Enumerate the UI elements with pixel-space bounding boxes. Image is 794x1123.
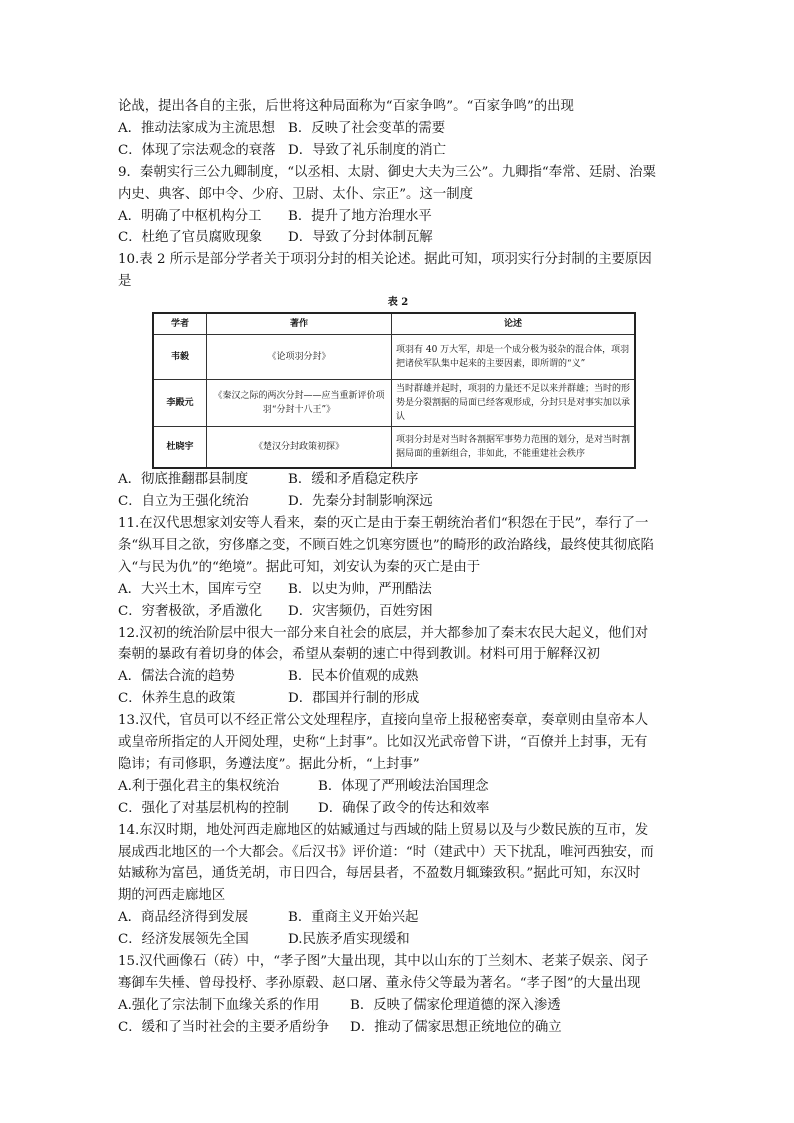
q15-options-row-1	[118, 995, 678, 1017]
q14-stem-line: 姑臧称为富邑，通货羌胡，市日四合，每居县者，不盈数月辄臻致积。”据此可知，东汉时	[118, 866, 641, 882]
q15-option-c: C．缓和了当时社会的主要矛盾纷争	[118, 1019, 330, 1035]
q10-option-a: A．彻底推翻郡县制度	[118, 472, 249, 488]
q15-options-row-2	[118, 1017, 678, 1039]
q10-options-row-1	[118, 469, 678, 491]
q8-option-d: D．导致了礼乐制度的消亡	[288, 142, 447, 158]
q11-stem-line: 11.在汉代思想家刘安等人看来，秦的灭亡是由于秦王朝统治者们“积怨在于民”，奉行了一	[118, 515, 649, 531]
table-title: 表 2	[387, 297, 409, 309]
q12-stem-line: 秦朝的暴政有着切身的体会，希望从秦朝的速亡中得到教训。材料可用于解释汉初	[118, 647, 601, 663]
q11-option-c: C．穷奢极欲，矛盾激化	[118, 603, 263, 619]
cell-argument: 项羽分封是对当时各割据军事势力范围的划分，是对当时割据局面的重新组合，非如此，不能重建社会秩序	[392, 427, 636, 469]
q14-options-row-1	[118, 907, 678, 929]
q15-stem-line: 骞御车失棰、曾母投杼、孝孙原毂、赵口屠、董永侍父等最为著名。“孝子图”的大量出现	[118, 976, 641, 991]
q11-option-d: D．灾害频仍，百姓穷困	[288, 603, 433, 619]
q12-option-d: D．郡国并行制的形成	[288, 691, 420, 707]
q9-options-row-2	[118, 227, 678, 249]
q14-option-c: C．经济发展领先全国	[118, 932, 249, 948]
q12-option-c: C．休养生息的政策	[118, 691, 236, 707]
q12-option-b: B．民本价值观的成熟	[288, 669, 419, 685]
table-header-row	[153, 313, 635, 335]
table-row	[153, 427, 635, 469]
q10-options-row-2	[118, 491, 678, 513]
q13-stem-line: 13.汉代，官员可以不经正常公文处理程序，直接向皇帝上报秘密奏章，奏章则由皇帝本人	[118, 713, 649, 729]
exam-page	[118, 96, 678, 1039]
q9-option-c: C．杜绝了官员腐败现象	[118, 230, 263, 246]
q12-option-a: A．儒法合流的趋势	[118, 669, 235, 685]
q8-options-row-1	[118, 118, 678, 140]
scholars-table	[152, 312, 636, 469]
q10-option-b: B．缓和矛盾稳定秩序	[288, 472, 419, 488]
header-work: 著作	[207, 313, 392, 335]
q10-option-c: C．自立为王强化统治	[118, 494, 249, 510]
q14-stem-line: 展成西北地区的一个大都会。《后汉书》评价道：“时（建武中）天下扰乱，唯河西独安，而	[118, 844, 654, 860]
q11-options-row-1	[118, 579, 678, 601]
q15-stem-line: 15.汉代画像石（砖）中，“孝子图”大量出现，其中以山东的丁兰刻木、老莱子娱亲、闵子	[118, 954, 649, 970]
q8-option-a: A．推动法家成为主流思想	[118, 120, 275, 136]
q12-options-row-1	[118, 666, 678, 688]
q11-option-a: A．大兴土木，国库亏空	[118, 581, 262, 597]
q14-option-b: B．重商主义开始兴起	[288, 910, 419, 926]
cell-work: 《楚汉分封政策初探》	[207, 427, 392, 469]
q13-option-d: D．确保了政令的传达和效率	[318, 800, 490, 816]
q8-stem-line: 论战，提出各自的主张，后世将这种局面称为“百家争鸣”。“百家争鸣”的出现	[118, 99, 574, 114]
q8-option-c: C．体现了宗法观念的衰落	[118, 142, 276, 158]
q10-stem-line: 是	[118, 274, 132, 290]
q12-options-row-2	[118, 688, 678, 710]
q14-option-a: A．商品经济得到发展	[118, 910, 249, 926]
header-argument: 论述	[392, 313, 636, 335]
q9-option-b: B．提升了地方治理水平	[288, 208, 432, 224]
q10-option-d: D．先秦分封制影响深远	[288, 494, 433, 510]
q9-stem-line: 9．秦朝实行三公九卿制度，“以丞相、太尉、御史大夫为三公”。九卿指“奉常、廷尉、治粟	[118, 164, 656, 180]
q14-stem-line: 期的河西走廊地区	[118, 888, 226, 904]
q15-option-d: D．推动了儒家思想正统地位的确立	[350, 1019, 562, 1035]
q9-stem-line: 内史、典客、郎中令、少府、卫尉、太仆、宗正”。这一制度	[118, 186, 473, 202]
q9-option-d: D．导致了分封体制瓦解	[288, 230, 433, 246]
q8-option-b: B．反映了社会变革的需要	[288, 120, 446, 136]
cell-work: 《论项羽分封》	[207, 335, 392, 380]
q9-options-row-1	[118, 206, 678, 228]
q14-options-row-2	[118, 929, 678, 951]
cell-argument: 当时群雄并起时，项羽的力量还不足以来并群雄；当时的形势是分裂割据的局面已经客观形成，分封只是对事实加以承认	[392, 380, 636, 427]
cell-scholar: 李殿元	[153, 380, 207, 427]
q13-option-b: B．体现了严刑峻法治国理念	[318, 778, 489, 794]
q10-stem-line: 10.表 2 所示是部分学者关于项羽分封的相关论述。据此可知，项羽实行分封制的主要原因	[118, 252, 652, 268]
q11-stem-line: 条“纵耳目之欲，穷侈靡之变，不顾百姓之饥寒穷匮也”的畸形的政治路线，最终使其彻底陷	[118, 537, 654, 553]
header-scholar: 学者	[153, 313, 207, 335]
q13-options-row-1	[118, 776, 678, 798]
q13-option-a: A.利于强化君主的集权统治	[118, 778, 280, 794]
q11-option-b: B．以史为帅，严刑酷法	[288, 581, 432, 597]
table-row	[153, 335, 635, 380]
cell-scholar: 韦毅	[153, 335, 207, 380]
q13-stem-line: 隐讳；有司修职，务遵法度”。据此分析，“上封事”	[118, 756, 420, 772]
q13-option-c: C．强化了对基层机构的控制	[118, 800, 289, 816]
cell-scholar: 杜晓宇	[153, 427, 207, 469]
q8-options-row-2	[118, 140, 678, 162]
q12-stem-line: 12.汉初的统治阶层中很大一部分来自社会的底层，并大都参加了秦末农民大起义，他们对	[118, 625, 649, 641]
q14-option-d: D.民族矛盾实现缓和	[288, 932, 410, 948]
q15-option-a: A.强化了宗法制下血缘关系的作用	[118, 997, 320, 1013]
cell-argument: 项羽有 40 万大军，却是一个成分极为驳杂的混合体，项羽把诸侯军队集中起来的主要因素，即所谓的“义”	[392, 335, 636, 380]
q13-options-row-2	[118, 798, 678, 820]
table-row	[153, 380, 635, 427]
q11-options-row-2	[118, 601, 678, 623]
q14-stem-line: 14.东汉时期，地处河西走廊地区的姑臧通过与西域的陆上贸易以及与少数民族的互市，发	[118, 822, 649, 838]
q13-stem-line: 或皇帝所指定的人开阅处理，史称“上封事”。比如汉光武帝曾下讲，“百僚并上封事，无有	[118, 735, 648, 751]
q15-option-b: B．反映了儒家伦理道德的深入渗透	[350, 997, 561, 1013]
cell-work: 《秦汉之际的两次分封——应当重新评价项羽“分封十八王”》	[207, 380, 392, 427]
q11-stem-line: 入“与民为仇”的“绝境”。据此可知，刘安认为秦的灭亡是由于	[118, 559, 481, 575]
q9-option-a: A．明确了中枢机构分工	[118, 208, 262, 224]
